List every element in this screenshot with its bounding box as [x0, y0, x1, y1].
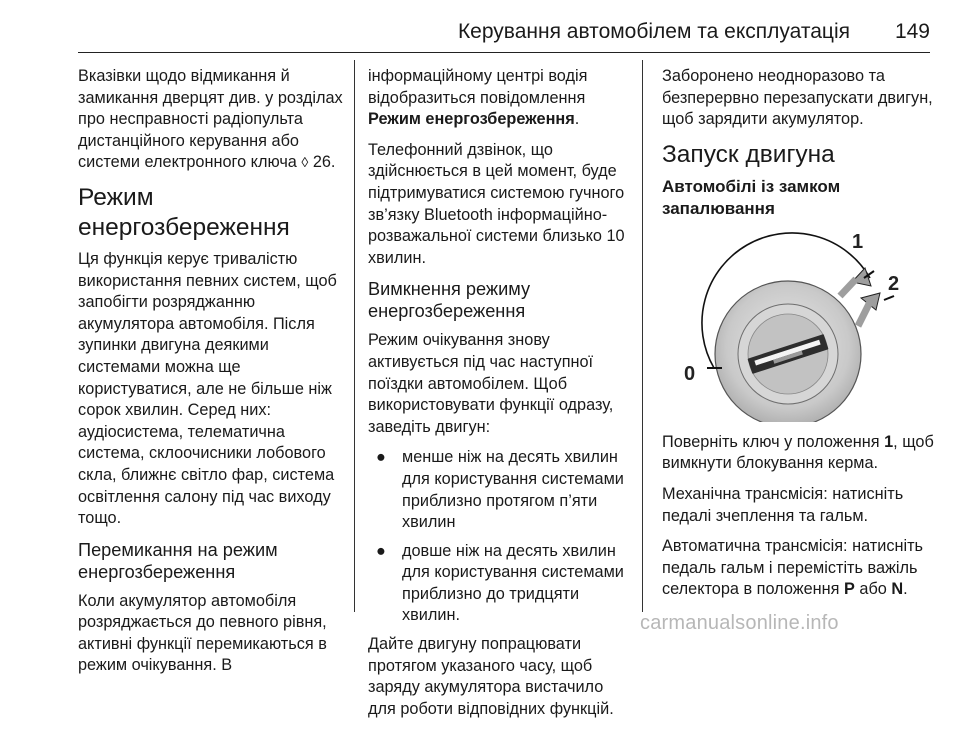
chapter-title: Керування автомобілем та експлуатація: [457, 20, 850, 43]
subheading-switch-to-energy-saving: Перемикання на режим енергозбереження: [78, 539, 278, 582]
ignition-lock-illustration: [662, 226, 946, 422]
page-header: [0, 0, 960, 56]
watermark: carmanualsonline.info: [640, 612, 839, 634]
column-divider-1: [354, 60, 355, 612]
run-engine-note: Дайте двигуну попрацювати протягом указаного часу, щоб заряду акумулятора вистачило для роботи відповідних функцій.: [368, 635, 614, 718]
position-2-label: 2: [888, 272, 900, 295]
switch-description: Коли акумулятор автомобіля розряджається до певного рівня, активні функції перемикаються в режим очікування. В: [78, 591, 327, 675]
section-heading-energy-saving: Режим енергозбереження: [78, 183, 290, 241]
position-1-label: 1: [852, 230, 864, 253]
automatic-transmission-instruction: Автоматична трансмісія: натисніть педаль гальм і перемістіть важіль селектора в положення P або N.: [662, 537, 924, 599]
page-number: 149: [894, 20, 930, 43]
list-item: ● менше ніж на десять хвилин для користування системами приблизно протягом п’яти хвилин: [368, 447, 634, 533]
column-2: [368, 66, 634, 729]
unlock-note: Вказівки щодо відмикання й замикання дверцят див. у розділах про несправності радіопульта дистанційного керування або системи електронного ключа ◊ 26.: [78, 67, 343, 172]
subheading-exit-energy-saving: Вимкнення режиму енергозбереження: [368, 279, 531, 322]
page-reference-icon: ◊: [301, 154, 309, 171]
subheading-ignition-lock: Автомобілі із замком запалювання: [662, 176, 841, 218]
position-0-label: 0: [684, 362, 696, 385]
bullet-icon: ●: [376, 541, 386, 560]
section-heading-engine-start: Запуск двигуна: [662, 140, 835, 168]
bullet-icon: ●: [376, 448, 386, 467]
phone-call-note: Телефонний дзвінок, що здійснюється в цей момент, буде підтримуватися системою гучного зв’язку Bluetooth інформаційно-розважальної системи близько 10 хвилин.: [368, 140, 625, 267]
restart-warning: Заборонено неодноразово та безперервно перезапускати двигун, щоб зарядити акумулятор.: [662, 67, 933, 129]
header-rule: [78, 52, 930, 53]
driver-info-message: інформаційному центрі водія відобразиться повідомлення Режим енергозбереження.: [368, 67, 588, 129]
column-3: [662, 66, 934, 610]
column-divider-2: [642, 60, 643, 612]
list-item: ● довше ніж на десять хвилин для користування системами приблизно до тридцяти хвилин.: [368, 541, 634, 627]
column-1: [78, 66, 346, 686]
standby-description: Режим очікування знову активується під час наступної поїздки автомобілем. Щоб використовувати функції одразу, заведіть двигун:: [368, 331, 614, 436]
turn-key-instruction: Поверніть ключ у положення 1, щоб вимкнути блокування керма.: [662, 432, 934, 473]
ignition-lock-figure: [662, 226, 946, 422]
manual-transmission-instruction: Механічна трансмісія: натисніть педалі зчеплення та гальм.: [662, 484, 904, 525]
energy-saving-description: Ця функція керує тривалістю використання певних систем, щоб запобігти розряджанню акумулятора автомобіля. Після зупинки двигуна деякими системами можна ще користуватися, але не більше ніж сорок хвилин. Серед них: аудіосистема, телематична система, склоочисники лобового скла, ближнє світло фар, система освітлення салону під час виходу тощо.: [78, 249, 337, 528]
energy-saving-message: Режим енергозбереження: [368, 110, 575, 129]
